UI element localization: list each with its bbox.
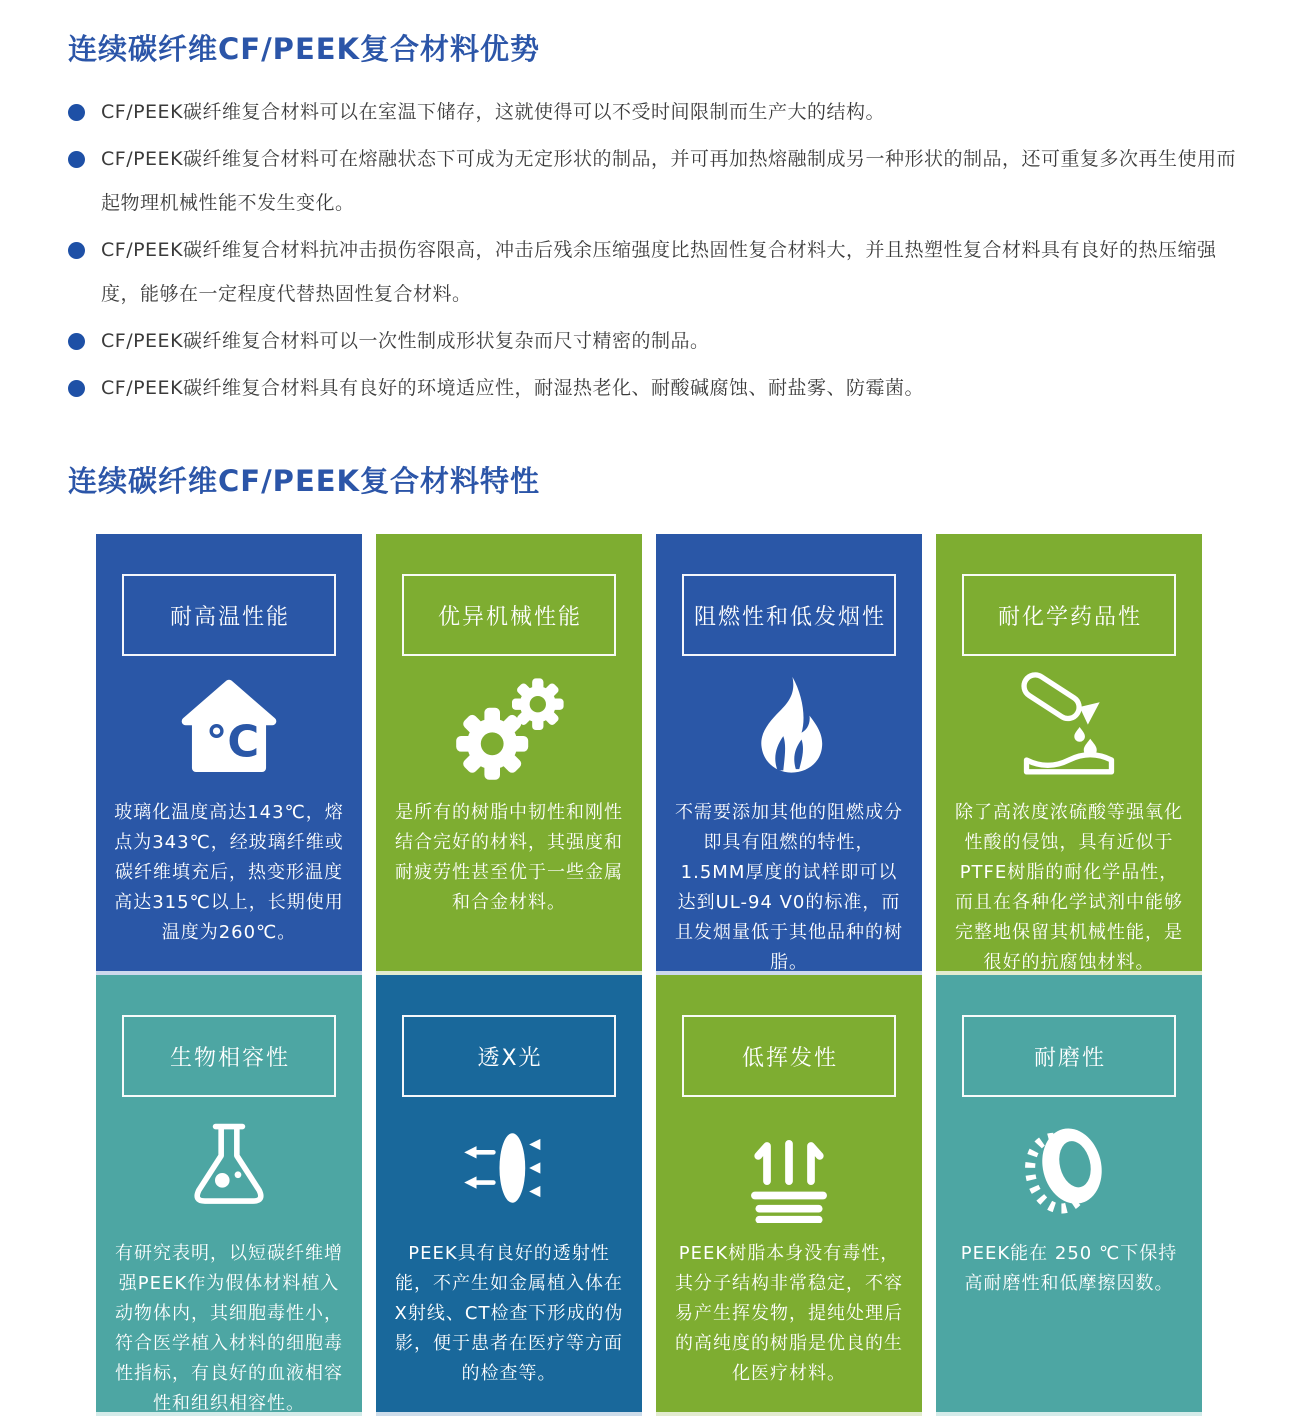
bullet-icon [68,333,85,350]
bullet-icon [68,104,85,121]
card-title-box [962,1015,1176,1097]
bullet-icon [68,380,85,397]
gears-icon [449,656,569,798]
house-celsius-icon [172,656,286,798]
feature-card-xray-translucent [376,975,642,1416]
xray-lens-icon [453,1097,565,1239]
evaporation-icon [734,1097,844,1239]
bullet-icon [68,151,85,168]
advantage-item [68,228,1260,316]
card-body: 是所有的树脂中韧性和刚性结合完好的材料，其强度和耐疲劳性甚至优于一些金属和合金材料。 [395,802,623,913]
card-title: 耐化学药品性 [997,604,1142,630]
card-title: 耐高温性能 [169,604,290,630]
feature-card-biocompatibility [96,975,362,1416]
card-body: 有研究表明，以短碳纤维增强PEEK作为假体材料植入动物体内，其细胞毒性小，符合医学植入材料的细胞毒性指标，有良好的血液相容性和组织相容性。 [115,1243,343,1414]
advantage-text: CF/PEEK碳纤维复合材料具有良好的环境适应性，耐湿热老化、耐酸碱腐蚀、耐盐雾、防霉菌。 [101,377,925,399]
advantages-title: 连续碳纤维CF/PEEK复合材料优势 [68,32,541,66]
advantages-section [0,0,1300,410]
advantage-list [68,90,1260,410]
tire-icon [1013,1097,1125,1239]
card-title: 阻燃性和低发烟性 [693,604,886,630]
advantage-item [68,137,1260,225]
card-body: PEEK能在 250 ℃下保持高耐磨性和低摩擦因数。 [960,1243,1178,1294]
flame-icon [732,656,846,798]
card-title-box [122,574,336,656]
card-body: PEEK具有良好的透射性能，不产生如金属植入体在X射线、CT检查下形成的伪影，便于患者在医疗等方面的检查等。 [394,1243,624,1384]
card-title-box [402,1015,616,1097]
feature-card-flame-retardant [656,534,922,975]
features-title: 连续碳纤维CF/PEEK复合材料特性 [68,464,541,498]
card-title-box [682,1015,896,1097]
card-body: 除了高浓度浓硫酸等强氧化性酸的侵蚀，具有近似于PTFE树脂的耐化学品性，而且在各种化学试剂中能够完整地保留其机械性能，是很好的抗腐蚀材料。 [955,802,1183,973]
bullet-icon [68,242,85,259]
advantage-text: CF/PEEK碳纤维复合材料可在熔融状态下可成为无定形状的制品，并可再加热熔融制成另一种形状的制品，还可重复多次再生使用而起物理机械性能不发生变化。 [101,148,1237,214]
feature-grid [96,534,1202,1416]
flask-icon [173,1097,285,1239]
card-title-box [122,1015,336,1097]
advantage-item [68,90,1260,134]
feature-card-wear-resistance [936,975,1202,1416]
card-title: 透X光 [477,1045,543,1071]
card-title: 生物相容性 [169,1045,290,1071]
advantage-item [68,319,1260,363]
card-body: 玻璃化温度高达143℃，熔点为343℃，经玻璃纤维或碳纤维填充后，热变形温度高达315℃以上，长期使用温度为260℃。 [114,802,344,943]
advantage-text: CF/PEEK碳纤维复合材料可以在室温下储存，这就使得可以不受时间限制而生产大的结构。 [101,101,886,123]
features-section [0,413,1300,1416]
svg-text:°C: °C [205,717,260,768]
feature-card-chemical-resistance [936,534,1202,975]
card-body: PEEK树脂本身没有毒性，其分子结构非常稳定，不容易产生挥发物，提纯处理后的高纯度的树脂是优良的生化医疗材料。 [675,1243,903,1384]
advantage-item [68,366,1260,410]
card-title: 低挥发性 [741,1045,838,1071]
advantage-text: CF/PEEK碳纤维复合材料可以一次性制成形状复杂而尺寸精密的制品。 [101,330,710,352]
card-title: 优异机械性能 [437,604,582,630]
card-title-box [402,574,616,656]
card-title: 耐磨性 [1033,1045,1106,1071]
card-title-box [682,574,896,656]
advantage-text: CF/PEEK碳纤维复合材料抗冲击损伤容限高，冲击后残余压缩强度比热固性复合材料大，并且热塑性复合材料具有良好的热压缩强度，能够在一定程度代替热固性复合材料。 [101,239,1217,305]
feature-card-low-volatility [656,975,922,1416]
feature-card-high-temperature [96,534,362,975]
card-body: 不需要添加其他的阻燃成分即具有阻燃的特性，1.5MM厚度的试样即可以达到UL-94 V0的标准，而且发烟量低于其他品种的树脂。 [675,802,903,973]
chemical-pour-icon [1010,656,1128,798]
feature-card-mechanical [376,534,642,975]
card-title-box [962,574,1176,656]
